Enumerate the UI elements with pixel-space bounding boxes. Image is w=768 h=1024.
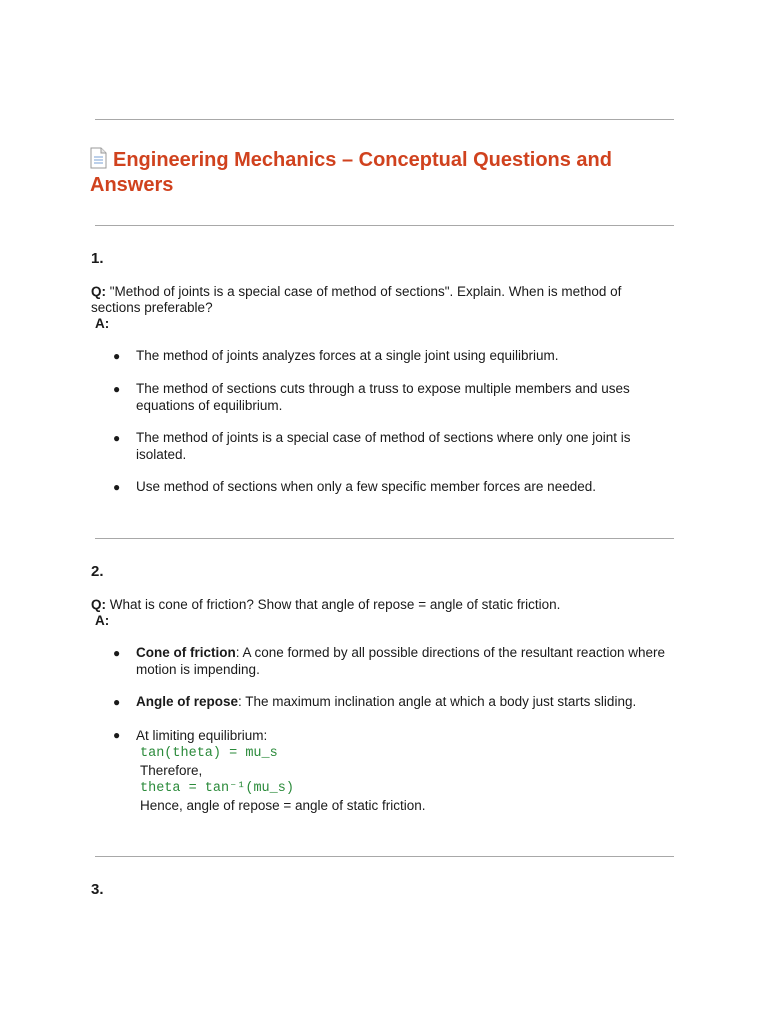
question-number: 1.	[91, 250, 104, 267]
document-icon	[90, 147, 107, 169]
answer-text: The method of sections cuts through a truss to expose multiple members and uses equations of equilibrium.	[136, 381, 630, 413]
bullet-icon: ●	[113, 349, 121, 363]
term: Angle of repose	[136, 694, 239, 709]
answer-text: The method of joints is a special case of method of sections where only one joint is isolated.	[136, 430, 631, 462]
bullet-icon: ●	[113, 728, 121, 742]
bullet-icon: ●	[113, 382, 121, 396]
q-label: Q:	[91, 284, 106, 299]
bullet-icon: ●	[113, 431, 121, 445]
question-number: 3.	[91, 881, 104, 898]
answer-text: Use method of sections when only a few specific member forces are needed.	[136, 479, 596, 494]
answer-text: Angle of repose: The maximum inclination angle at which a body just starts sliding.	[136, 694, 637, 709]
question-body: "Method of joints is a special case of method of sections". Explain. When is method of sections preferable?	[91, 284, 622, 315]
equation: theta = tan⁻¹(mu_s)	[140, 780, 294, 796]
divider	[95, 119, 674, 120]
question-body: What is cone of friction? Show that angle of repose = angle of static friction.	[109, 597, 561, 612]
answer-text: The method of joints analyzes forces at a single joint using equilibrium.	[136, 348, 559, 363]
divider	[95, 538, 674, 539]
term: Cone of friction	[136, 645, 236, 660]
equation: tan(theta) = mu_s	[140, 745, 278, 761]
page-title-text: Engineering Mechanics – Conceptual Questions and Answers	[90, 149, 612, 196]
question-text	[91, 597, 671, 613]
q-label: Q:	[91, 597, 106, 612]
question-number: 2.	[91, 563, 104, 580]
answer-conclusion: Hence, angle of repose = angle of static friction.	[140, 798, 426, 813]
divider	[95, 856, 674, 857]
divider	[95, 225, 674, 226]
answer-label: A:	[95, 613, 110, 628]
bullet-icon: ●	[113, 695, 121, 709]
page-title	[90, 147, 690, 198]
answer-intro: At limiting equilibrium:	[136, 728, 268, 743]
answer-text-line: Therefore,	[140, 763, 203, 778]
answer-text	[136, 727, 681, 815]
answer-label: A:	[95, 316, 110, 331]
answer-text: Cone of friction: A cone formed by all possible directions of the resultant reaction where motion is impending.	[136, 645, 665, 677]
question-text	[91, 284, 671, 316]
bullet-icon: ●	[113, 480, 121, 494]
bullet-icon: ●	[113, 646, 121, 660]
